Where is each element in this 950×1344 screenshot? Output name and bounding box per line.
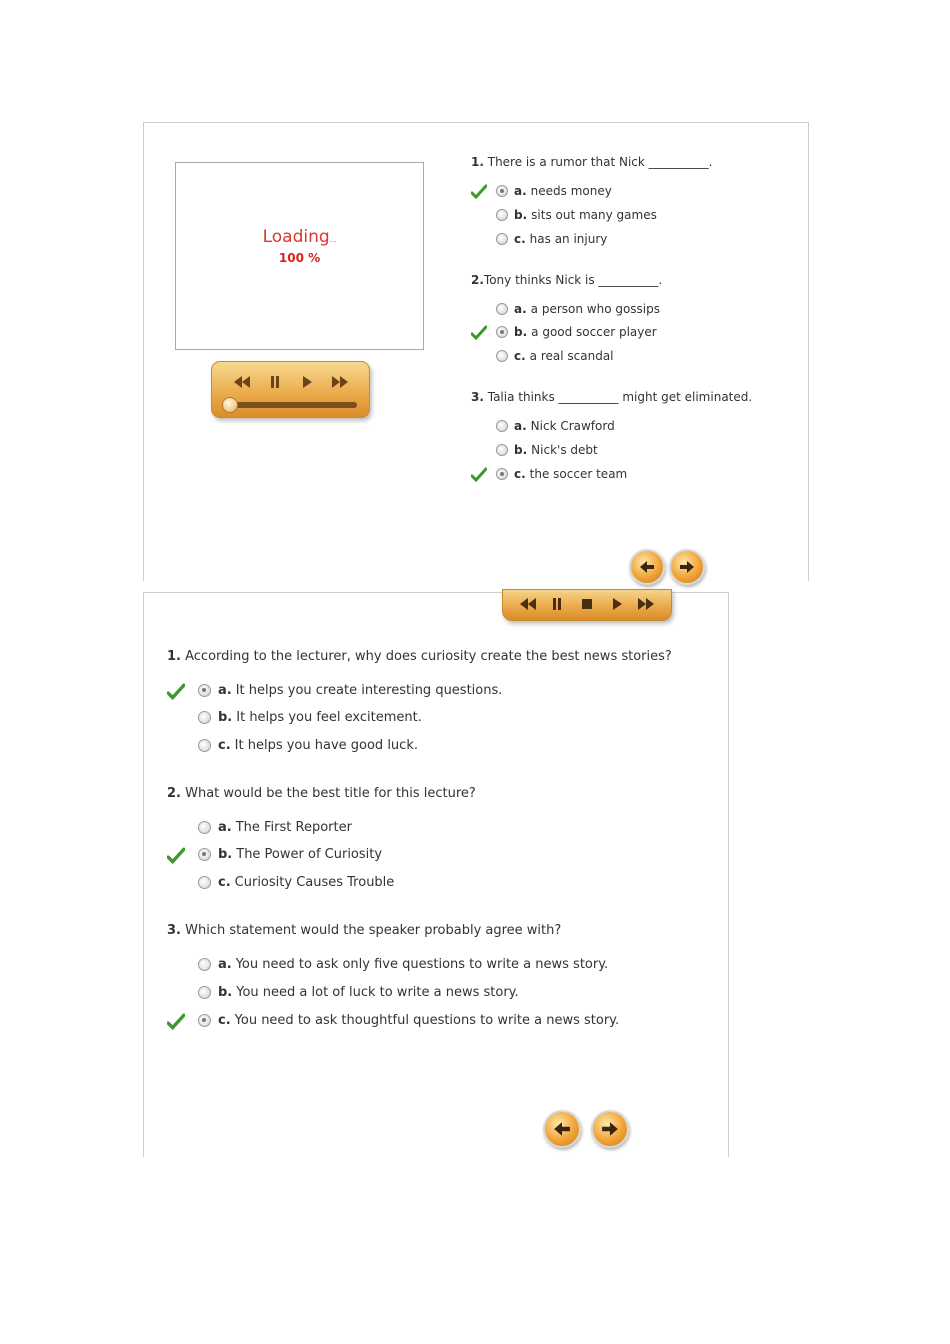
option-letter: a. — [514, 419, 527, 433]
loading-text: Loading — [262, 227, 330, 247]
option-3a[interactable] — [496, 419, 615, 433]
rewind-icon[interactable] — [231, 371, 253, 393]
option-text: a real scandal — [529, 349, 614, 363]
question-number: 3. — [167, 923, 181, 938]
question-number: 2. — [167, 786, 181, 801]
radio-button[interactable] — [198, 684, 211, 697]
option-text: You need a lot of luck to write a news story. — [236, 985, 519, 1000]
option-text: It helps you have good luck. — [234, 738, 418, 753]
option-letter: c. — [218, 738, 231, 753]
option-text: You need to ask thoughtful questions to write a news story. — [234, 1013, 620, 1028]
option-letter: b. — [514, 443, 528, 457]
radio-button[interactable] — [198, 986, 211, 999]
check-icon — [471, 467, 487, 483]
media-player — [211, 361, 370, 418]
option-letter: b. — [218, 710, 233, 725]
option-2b[interactable] — [198, 847, 382, 862]
option-3c[interactable] — [198, 1013, 619, 1028]
option-text: You need to ask only five questions to write a news story. — [235, 957, 609, 972]
option-letter: c. — [514, 232, 526, 246]
question-text: Talia thinks __________ might get eliminated. — [483, 390, 753, 404]
arrow-left-icon — [639, 560, 655, 574]
option-text: It helps you feel excitement. — [236, 710, 422, 725]
option-text: the soccer team — [529, 467, 628, 481]
radio-button[interactable] — [198, 711, 211, 724]
question-2 — [167, 786, 476, 801]
loading-dots: ... — [329, 236, 337, 244]
option-text: needs money — [530, 184, 612, 198]
next-button[interactable] — [591, 1110, 629, 1148]
check-icon — [167, 1013, 185, 1031]
option-3a[interactable] — [198, 957, 608, 972]
question-1 — [167, 649, 672, 664]
option-letter: a. — [218, 957, 232, 972]
loading-percent: 100 % — [278, 251, 321, 265]
loading-label — [176, 227, 423, 247]
option-text: It helps you create interesting questions. — [235, 683, 503, 698]
radio-button[interactable] — [496, 444, 508, 456]
play-icon[interactable] — [296, 371, 318, 393]
option-letter: b. — [218, 985, 233, 1000]
option-text: Nick's debt — [531, 443, 598, 457]
option-2c[interactable] — [198, 875, 394, 890]
option-2a[interactable] — [496, 302, 660, 316]
question-number: 2. — [471, 273, 484, 287]
option-1c[interactable] — [496, 232, 607, 246]
option-3c[interactable] — [496, 467, 627, 481]
check-icon — [471, 184, 487, 200]
option-letter: a. — [218, 820, 232, 835]
question-2 — [471, 273, 662, 287]
back-button[interactable] — [629, 549, 665, 585]
option-letter: c. — [514, 467, 526, 481]
option-letter: c. — [218, 875, 231, 890]
radio-button[interactable] — [496, 209, 508, 221]
arrow-right-icon — [601, 1121, 619, 1137]
option-2a[interactable] — [198, 820, 352, 835]
option-text: has an injury — [529, 232, 608, 246]
question-text: According to the lecturer, why does curiosity create the best news stories? — [180, 649, 672, 664]
arrow-left-icon — [553, 1121, 571, 1137]
question-text: What would be the best title for this lecture? — [180, 786, 476, 801]
question-number: 1. — [167, 649, 181, 664]
quiz-panel-1 — [143, 122, 809, 581]
pause-icon[interactable] — [546, 593, 568, 615]
radio-button[interactable] — [496, 326, 508, 338]
option-1a[interactable] — [198, 683, 502, 698]
question-number: 1. — [471, 155, 484, 169]
question-number: 3. — [471, 390, 484, 404]
radio-button[interactable] — [198, 876, 211, 889]
radio-button[interactable] — [198, 848, 211, 861]
question-text: Which statement would the speaker probably agree with? — [180, 923, 562, 938]
option-2b[interactable] — [496, 325, 657, 339]
quiz-panel-2 — [143, 592, 729, 1157]
radio-button[interactable] — [198, 821, 211, 834]
option-text: The Power of Curiosity — [236, 847, 383, 862]
option-text: The First Reporter — [235, 820, 352, 835]
option-text: a person who gossips — [530, 302, 661, 316]
media-player — [502, 589, 672, 621]
option-letter: c. — [514, 349, 526, 363]
next-button[interactable] — [669, 549, 705, 585]
stop-icon[interactable] — [576, 593, 598, 615]
check-icon — [167, 847, 185, 865]
radio-button[interactable] — [496, 350, 508, 362]
rewind-icon[interactable] — [517, 593, 539, 615]
option-text: Nick Crawford — [530, 419, 615, 433]
arrow-right-icon — [679, 560, 695, 574]
radio-button[interactable] — [198, 1014, 211, 1027]
question-1 — [471, 155, 712, 169]
option-1c[interactable] — [198, 738, 418, 753]
pause-icon[interactable] — [264, 371, 286, 393]
radio-button[interactable] — [496, 303, 508, 315]
question-3 — [167, 923, 561, 938]
radio-button[interactable] — [496, 468, 508, 480]
option-2c[interactable] — [496, 349, 614, 363]
option-letter: b. — [218, 847, 233, 862]
radio-button[interactable] — [496, 420, 508, 432]
question-text: Tony thinks Nick is __________. — [483, 273, 663, 287]
question-3 — [471, 390, 752, 404]
check-icon — [167, 683, 185, 701]
option-text: sits out many games — [531, 208, 657, 222]
check-icon — [471, 325, 487, 341]
fast-forward-icon[interactable] — [329, 371, 351, 393]
play-icon[interactable] — [606, 593, 628, 615]
radio-button[interactable] — [198, 958, 211, 971]
option-letter: c. — [218, 1013, 231, 1028]
option-3b[interactable] — [198, 985, 519, 1000]
fast-forward-icon[interactable] — [635, 593, 657, 615]
option-1b[interactable] — [198, 710, 422, 725]
option-1b[interactable] — [496, 208, 657, 222]
progress-knob[interactable] — [222, 397, 238, 413]
option-1a[interactable] — [496, 184, 612, 198]
radio-button[interactable] — [496, 185, 508, 197]
progress-track[interactable] — [228, 402, 357, 408]
radio-button[interactable] — [198, 739, 211, 752]
option-text: Curiosity Causes Trouble — [234, 875, 395, 890]
option-letter: a. — [514, 184, 527, 198]
option-letter: a. — [514, 302, 527, 316]
option-text: a good soccer player — [531, 325, 657, 339]
option-letter: a. — [218, 683, 232, 698]
option-letter: b. — [514, 208, 528, 222]
option-letter: b. — [514, 325, 528, 339]
option-3b[interactable] — [496, 443, 598, 457]
back-button[interactable] — [543, 1110, 581, 1148]
video-area — [175, 162, 424, 350]
radio-button[interactable] — [496, 233, 508, 245]
question-text: There is a rumor that Nick __________. — [483, 155, 713, 169]
